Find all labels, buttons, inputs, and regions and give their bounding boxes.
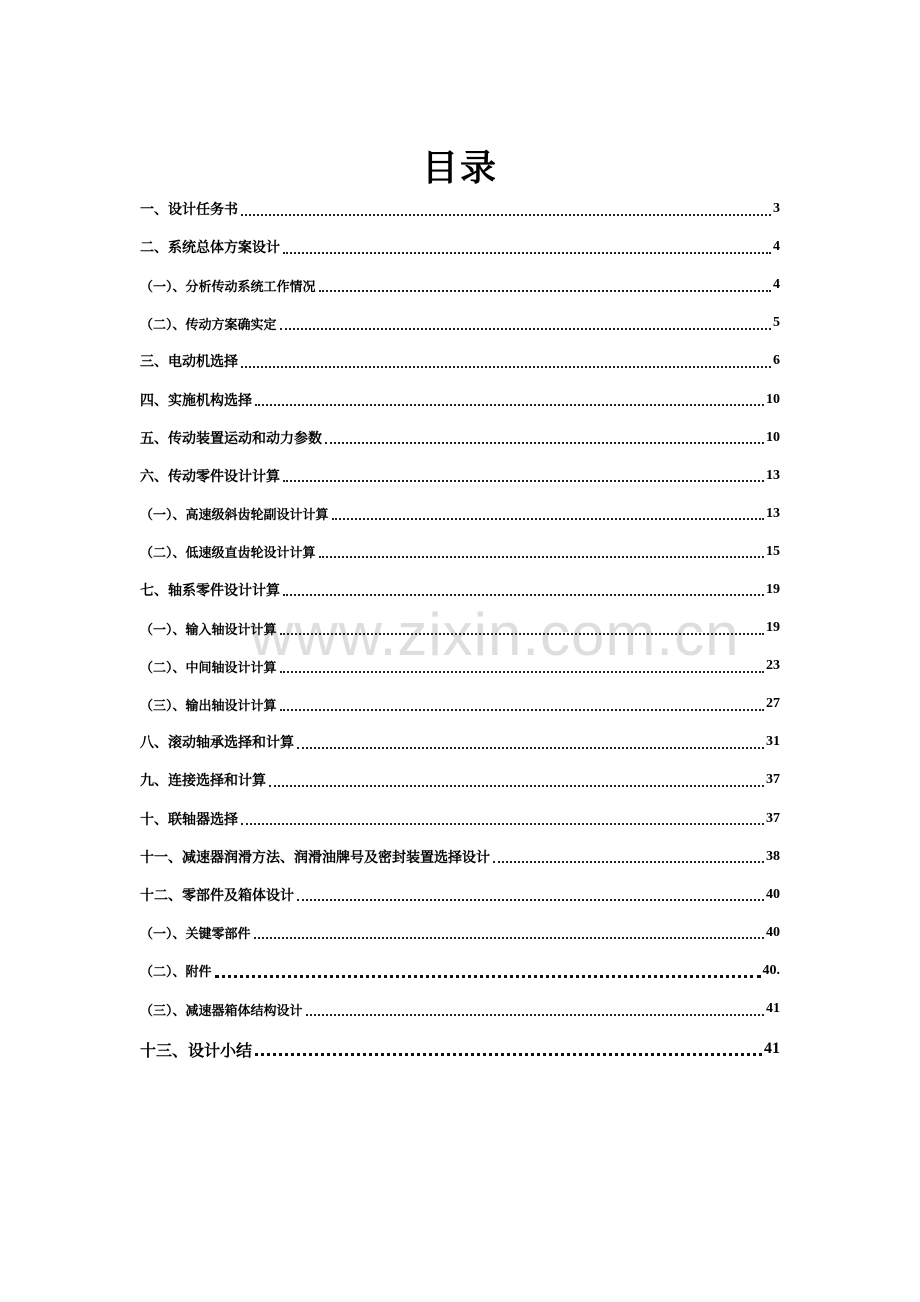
toc-entry[interactable] [140,190,780,228]
toc-entry-page-number: 37 [766,810,780,826]
toc-entry[interactable] [140,647,780,685]
toc-leader-dots [280,670,764,673]
toc-entry-label: 十一、减速器润滑方法、润滑油牌号及密封装置选择设计 [140,849,490,866]
toc-leader-dots [283,593,764,596]
toc-entry-page-number: 19 [766,581,780,597]
toc-entry-label: （一）、输入轴设计计算 [140,622,277,638]
toc-entry-page-number: 27 [766,696,780,712]
toc-entry-page-number: 40 [766,886,780,902]
toc-entry-label: 五、传动装置运动和动力参数 [140,430,322,447]
toc-leader-dots [306,1013,764,1016]
toc-entry-page-number: 40. [762,962,780,978]
toc-entry-page-number: 4 [773,239,780,255]
toc-leader-dots [215,974,761,978]
toc-entry-label: （二）、附件 [140,965,212,981]
toc-leader-dots [283,251,771,254]
toc-entry-page-number: 41 [764,1040,780,1058]
toc-leader-dots [255,403,764,406]
toc-leader-dots [332,517,764,520]
toc-leader-dots [283,479,764,482]
toc-entry-page-number: 38 [766,848,780,864]
toc-entry-label: 九、连接选择和计算 [140,773,266,790]
toc-entry-page-number: 6 [773,353,780,369]
toc-entry[interactable] [140,990,780,1028]
toc-leader-dots [297,746,764,749]
toc-entry-page-number: 5 [773,315,780,331]
toc-entry[interactable] [140,876,780,914]
toc-entry-page-number: 13 [766,505,780,521]
page-title: 目录 [421,148,498,189]
toc-entry[interactable] [140,495,780,533]
toc-leader-dots [269,784,764,787]
toc-leader-dots [280,708,764,711]
toc-entry-label: 七、轴系零件设计计算 [140,582,280,599]
toc-entry-label: （二）、传动方案确实定 [140,317,277,333]
toc-entry-page-number: 10 [766,391,780,407]
toc-entry-label: 二、系统总体方案设计 [140,240,280,257]
toc-entry[interactable] [140,914,780,952]
toc-entry-label: 十二、零部件及箱体设计 [140,887,294,904]
toc-leader-dots [280,632,764,635]
toc-entry[interactable] [140,228,780,266]
toc-entry[interactable] [140,838,780,876]
toc-entry-page-number: 31 [766,734,780,750]
toc-entry-label: 三、电动机选择 [140,354,238,371]
toc-entry-label: （三）、输出轴设计计算 [140,698,277,714]
toc-entry-page-number: 37 [766,772,780,788]
toc-entry[interactable] [140,571,780,609]
toc-leader-dots [493,860,764,863]
toc-list [140,190,780,1070]
toc-entry[interactable] [140,380,780,418]
toc-entry[interactable] [140,266,780,304]
toc-entry[interactable] [140,723,780,761]
toc-entry-label: （一）、高速级斜齿轮副设计计算 [140,508,329,524]
toc-leader-dots [319,289,771,292]
toc-entry-page-number: 13 [766,467,780,483]
toc-entry[interactable] [140,342,780,380]
toc-leader-dots [241,213,771,216]
toc-entry[interactable] [140,609,780,647]
toc-entry-page-number: 10 [766,429,780,445]
toc-entry-label: 十、联轴器选择 [140,811,238,828]
toc-entry-label: （一）、分析传动系统工作情况 [140,279,316,295]
toc-entry-label: （一）、关键零部件 [140,927,251,943]
toc-entry-label: 十三、设计小结 [140,1040,253,1060]
toc-leader-dots [241,365,771,368]
watermark-text: www.zixin.com.cn [250,601,740,668]
toc-entry-label: （二）、低速级直齿轮设计计算 [140,546,316,562]
toc-entry-label: （三）、减速器箱体结构设计 [140,1003,303,1019]
toc-entry[interactable] [140,304,780,342]
toc-entry-page-number: 15 [766,543,780,559]
toc-entry-page-number: 19 [766,620,780,636]
toc-entry-page-number: 41 [766,1001,780,1017]
toc-entry-label: 一、设计任务书 [140,202,238,219]
toc-entry[interactable] [140,419,780,457]
toc-entry[interactable] [140,800,780,838]
toc-entry-page-number: 23 [766,658,780,674]
toc-entry-label: 六、传动零件设计计算 [140,468,280,485]
toc-leader-dots [254,936,764,939]
toc-entry-label: 四、实施机构选择 [140,392,252,409]
toc-entry[interactable] [140,1028,780,1070]
toc-entry-label: 八、滚动轴承选择和计算 [140,735,294,752]
toc-leader-dots [319,555,764,558]
toc-entry-page-number: 3 [773,201,780,217]
toc-entry[interactable] [140,761,780,799]
toc-leader-dots [280,327,771,330]
toc-entry[interactable] [140,457,780,495]
toc-entry[interactable] [140,952,780,990]
toc-leader-dots [325,441,764,444]
toc-entry-label: （二）、中间轴设计计算 [140,660,277,676]
toc-leader-dots [241,822,764,825]
toc-entry-page-number: 40 [766,924,780,940]
toc-entry-page-number: 4 [773,277,780,293]
toc-entry[interactable] [140,685,780,723]
toc-leader-dots [255,1052,762,1056]
toc-entry[interactable] [140,533,780,571]
toc-leader-dots [297,898,764,901]
